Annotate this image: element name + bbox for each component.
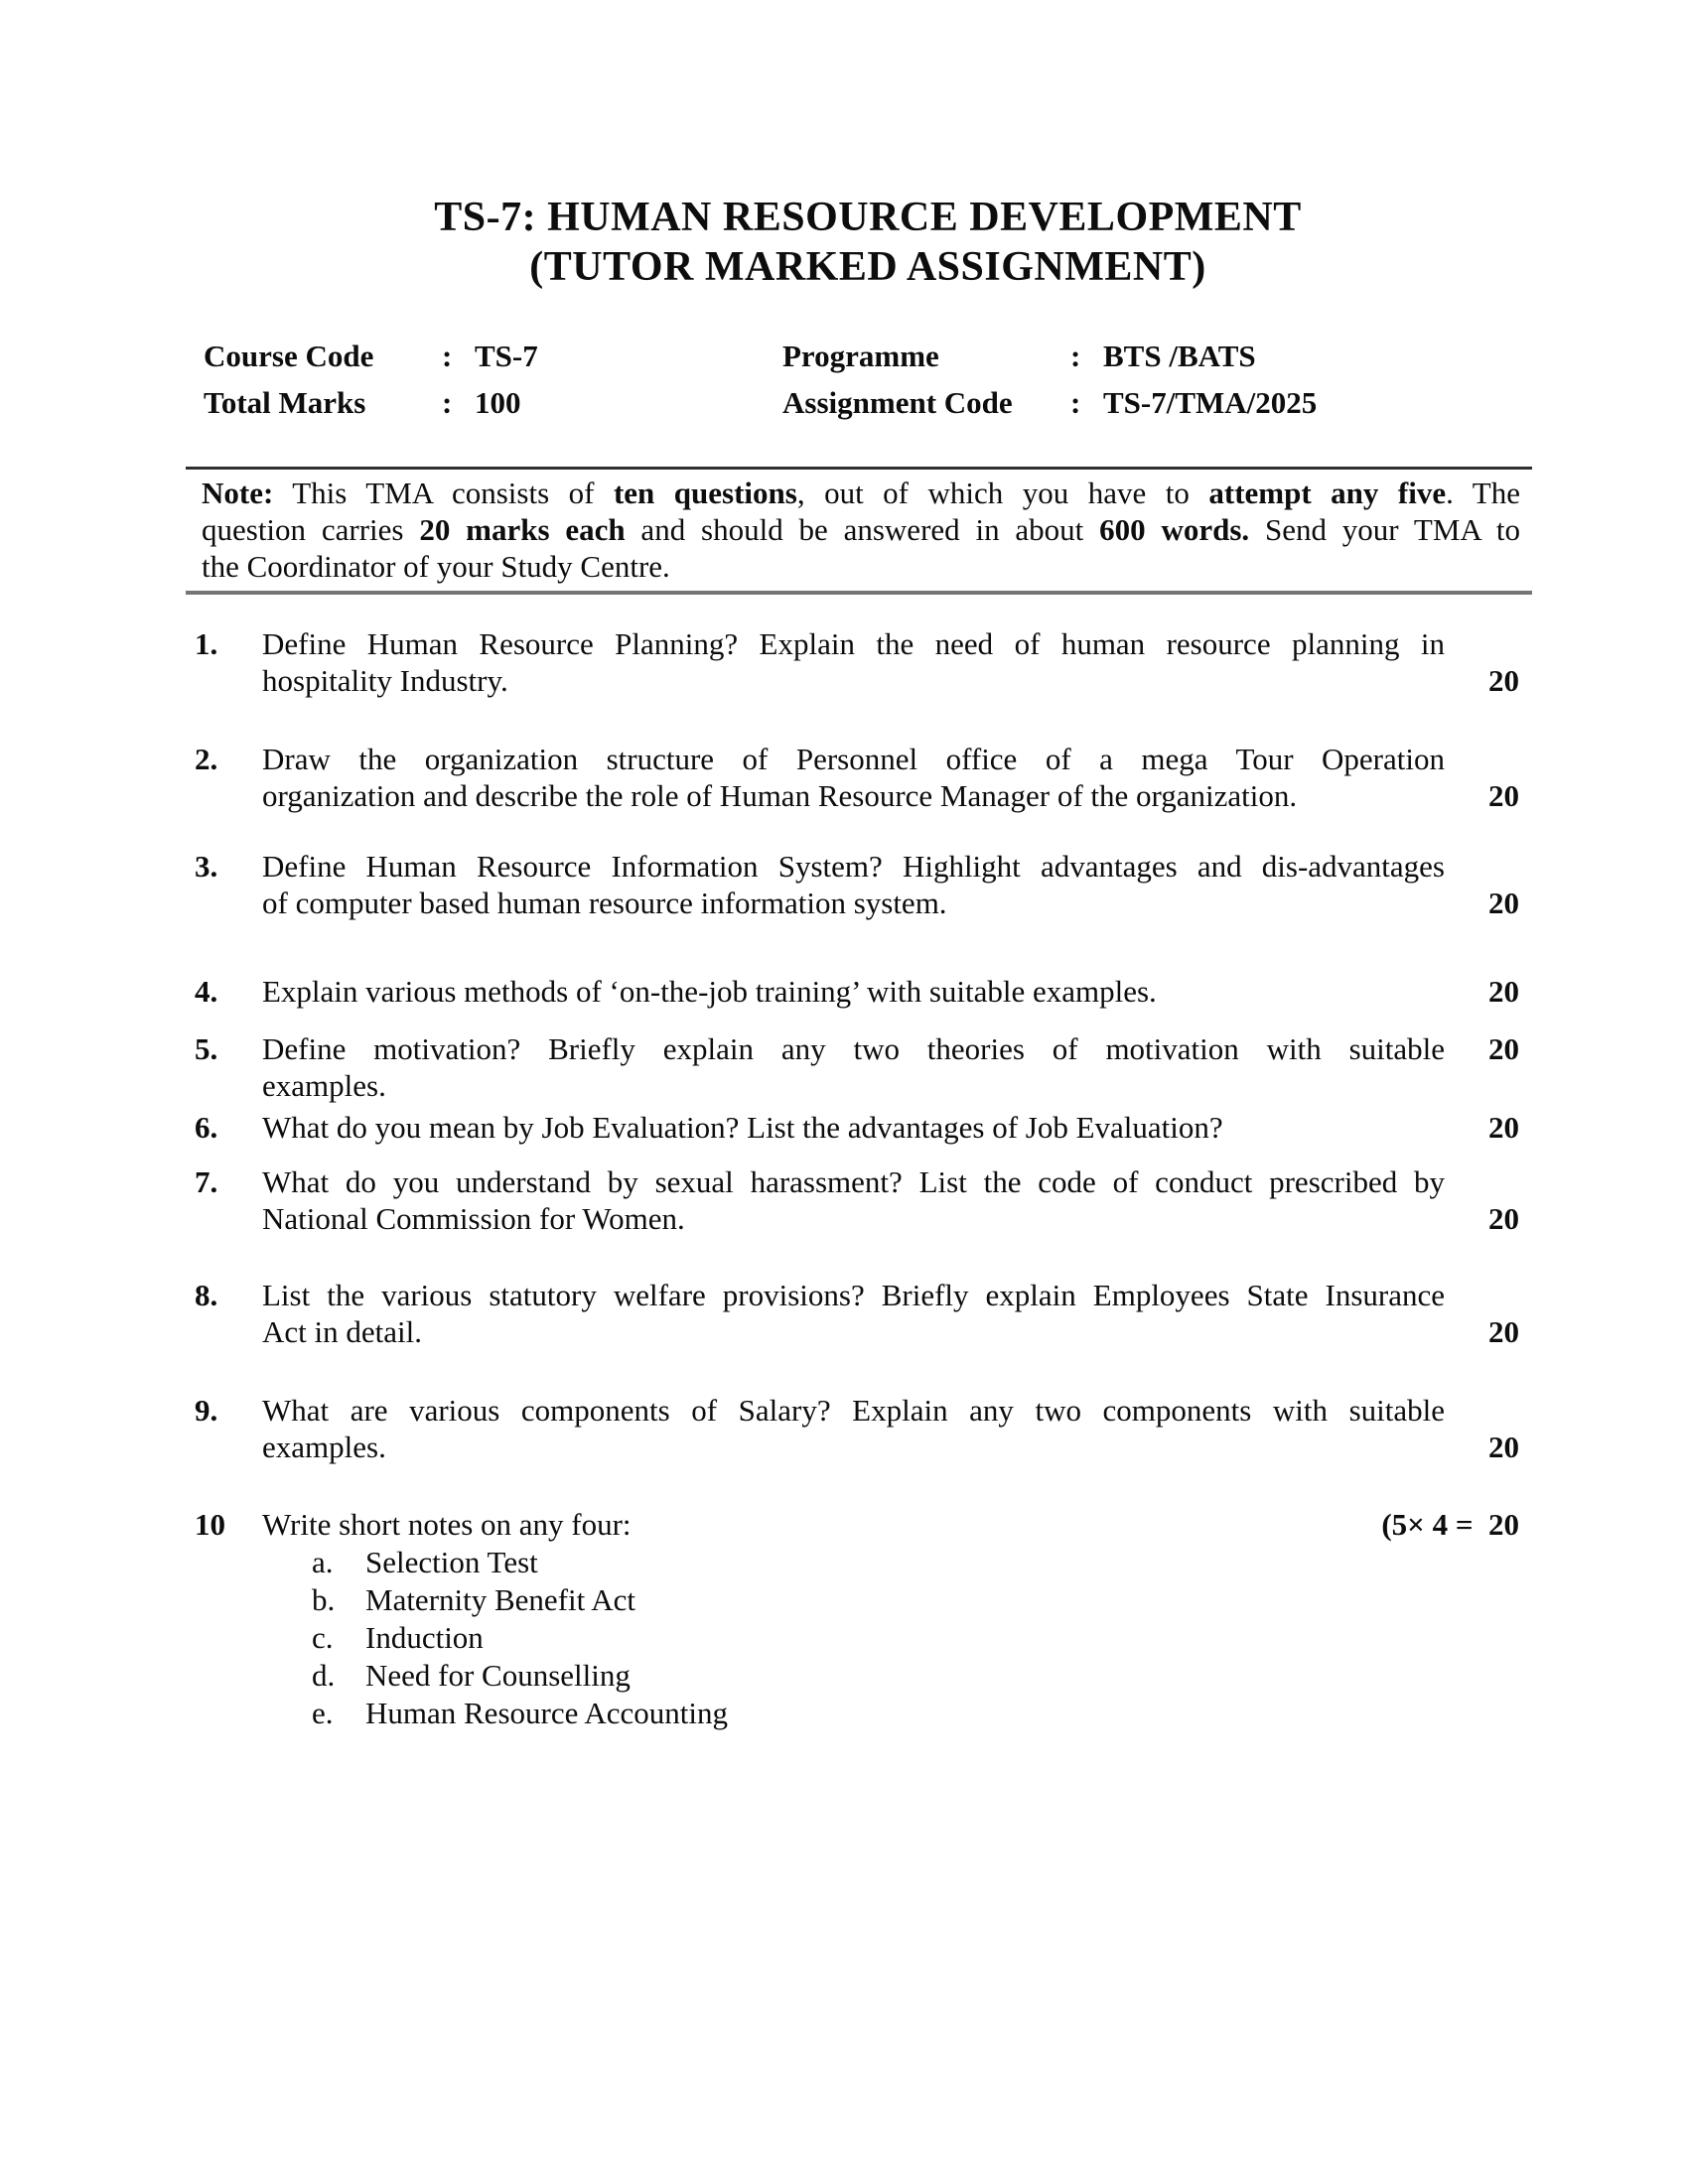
- note-line: question carries 20 marks each and should be answered in about 600 words. Send your TMA to: [202, 512, 1521, 547]
- question-line: Define Human Resource Information System? Highlight advantages and dis-advantages: [262, 849, 1445, 884]
- meta-label-assignment-code: Assignment Code: [782, 385, 1013, 420]
- meta-colon: :: [1070, 339, 1081, 373]
- subitem-letter: a.: [312, 1545, 334, 1579]
- page-title: TS-7: HUMAN RESOURCE DEVELOPMENT: [434, 195, 1302, 240]
- page-subtitle: (TUTOR MARKED ASSIGNMENT): [529, 244, 1206, 290]
- question-marks: 20: [1488, 1314, 1519, 1349]
- meta-colon: :: [1070, 385, 1081, 420]
- question-marks: (5× 4 = 20: [1381, 1507, 1519, 1542]
- question-number: 4.: [195, 974, 218, 1009]
- question-line: of computer based human resource information system.: [262, 886, 947, 920]
- meta-value-total-marks: 100: [475, 385, 521, 420]
- question-text: [262, 1392, 1445, 1465]
- note-text: [202, 475, 1520, 585]
- question-line: List the various statutory welfare provisions? Briefly explain Employees State Insurance: [262, 1278, 1445, 1312]
- subitem: [312, 1544, 1529, 1581]
- question-number: 10: [195, 1507, 225, 1542]
- question: [195, 848, 1529, 922]
- question: [195, 625, 1529, 700]
- question-line: What do you mean by Job Evaluation? List the advantages of Job Evaluation?: [262, 1110, 1223, 1145]
- question-marks: 20: [1488, 778, 1519, 813]
- question-marks: 20: [1488, 1430, 1519, 1464]
- question-text: [262, 1163, 1445, 1237]
- meta-label-total-marks: Total Marks: [204, 385, 366, 420]
- title-block: [204, 193, 1532, 292]
- subitem-letter: d.: [312, 1658, 336, 1693]
- question-number: 1.: [195, 626, 218, 661]
- question-text: [262, 973, 1445, 1010]
- question: [195, 1109, 1529, 1147]
- question-line: organization and describe the role of Human Resource Manager of the organization.: [262, 778, 1298, 813]
- question-number: 9.: [195, 1393, 218, 1428]
- question-number: 3.: [195, 849, 218, 884]
- question-line: Define Human Resource Planning? Explain the need of human resource planning in: [262, 626, 1445, 661]
- question-line: Act in detail.: [262, 1314, 422, 1349]
- note-line: Note: This TMA consists of ten questions, out of which you have to attempt any five. The: [202, 476, 1521, 510]
- meta-value-programme: BTS /BATS: [1103, 339, 1256, 373]
- question-number: 7.: [195, 1164, 218, 1199]
- subitem-text: Maternity Benefit Act: [365, 1582, 636, 1617]
- subitem: [312, 1581, 1529, 1619]
- subitem-text: Induction: [365, 1620, 484, 1655]
- subitem-letter: b.: [312, 1582, 336, 1617]
- question-line: What are various components of Salary? Explain any two components with suitable: [262, 1393, 1445, 1428]
- question-number: 5.: [195, 1031, 218, 1066]
- question-number: 2.: [195, 742, 218, 776]
- meta-label-course-code: Course Code: [204, 339, 374, 373]
- subitem: [312, 1695, 1529, 1732]
- question: [195, 1030, 1529, 1105]
- meta-value-assignment-code: TS-7/TMA/2025: [1103, 385, 1318, 420]
- meta-label-programme: Programme: [782, 339, 939, 373]
- question-line: examples.: [262, 1430, 386, 1464]
- question: [195, 973, 1529, 1011]
- question-marks: 20: [1488, 1201, 1519, 1236]
- question-text: [262, 1277, 1445, 1350]
- question-line: Write short notes on any four:: [262, 1507, 632, 1542]
- question-marks: 20: [1488, 1031, 1519, 1066]
- question-marks: 20: [1488, 886, 1519, 920]
- question-text: [262, 1030, 1445, 1104]
- meta-value-course-code: TS-7: [475, 339, 538, 373]
- question-marks: 20: [1488, 1110, 1519, 1145]
- subitem: [312, 1619, 1529, 1657]
- meta-colon: :: [442, 385, 453, 420]
- question-line: Explain various methods of ‘on-the-job training’ with suitable examples.: [262, 974, 1157, 1009]
- question-text: [262, 741, 1445, 814]
- question-number: 8.: [195, 1278, 218, 1312]
- question-marks: 20: [1488, 974, 1519, 1009]
- question: [195, 1392, 1529, 1466]
- subitem: [312, 1657, 1529, 1695]
- question-text: [262, 1506, 1445, 1543]
- question: [195, 741, 1529, 815]
- question-list: [195, 625, 1529, 1732]
- subitem-letter: c.: [312, 1620, 334, 1655]
- note-line: the Coordinator of your Study Centre.: [202, 549, 670, 584]
- question-line: What do you understand by sexual harassment? List the code of conduct prescribed by: [262, 1164, 1445, 1199]
- question-marks: 20: [1488, 663, 1519, 698]
- question-text: [262, 1109, 1445, 1146]
- subitem-list: [262, 1544, 1529, 1732]
- subitem-text: Need for Counselling: [365, 1658, 631, 1693]
- question-text: [262, 625, 1445, 699]
- note-box: [186, 467, 1532, 595]
- meta-colon: :: [442, 339, 453, 373]
- subitem-text: Human Resource Accounting: [365, 1696, 729, 1730]
- question-line: hospitality Industry.: [262, 663, 508, 698]
- question: [195, 1506, 1529, 1732]
- question: [195, 1277, 1529, 1351]
- question-number: 6.: [195, 1110, 218, 1145]
- question-line: examples.: [262, 1068, 386, 1103]
- question-text: [262, 848, 1445, 921]
- question-line: Define motivation? Briefly explain any two theories of motivation with suitable: [262, 1031, 1445, 1066]
- meta-block: [204, 333, 1539, 426]
- subitem-text: Selection Test: [365, 1545, 538, 1579]
- subitem-letter: e.: [312, 1696, 334, 1730]
- question: [195, 1163, 1529, 1238]
- question-line: National Commission for Women.: [262, 1201, 685, 1236]
- question-line: Draw the organization structure of Personnel office of a mega Tour Operation: [262, 742, 1445, 776]
